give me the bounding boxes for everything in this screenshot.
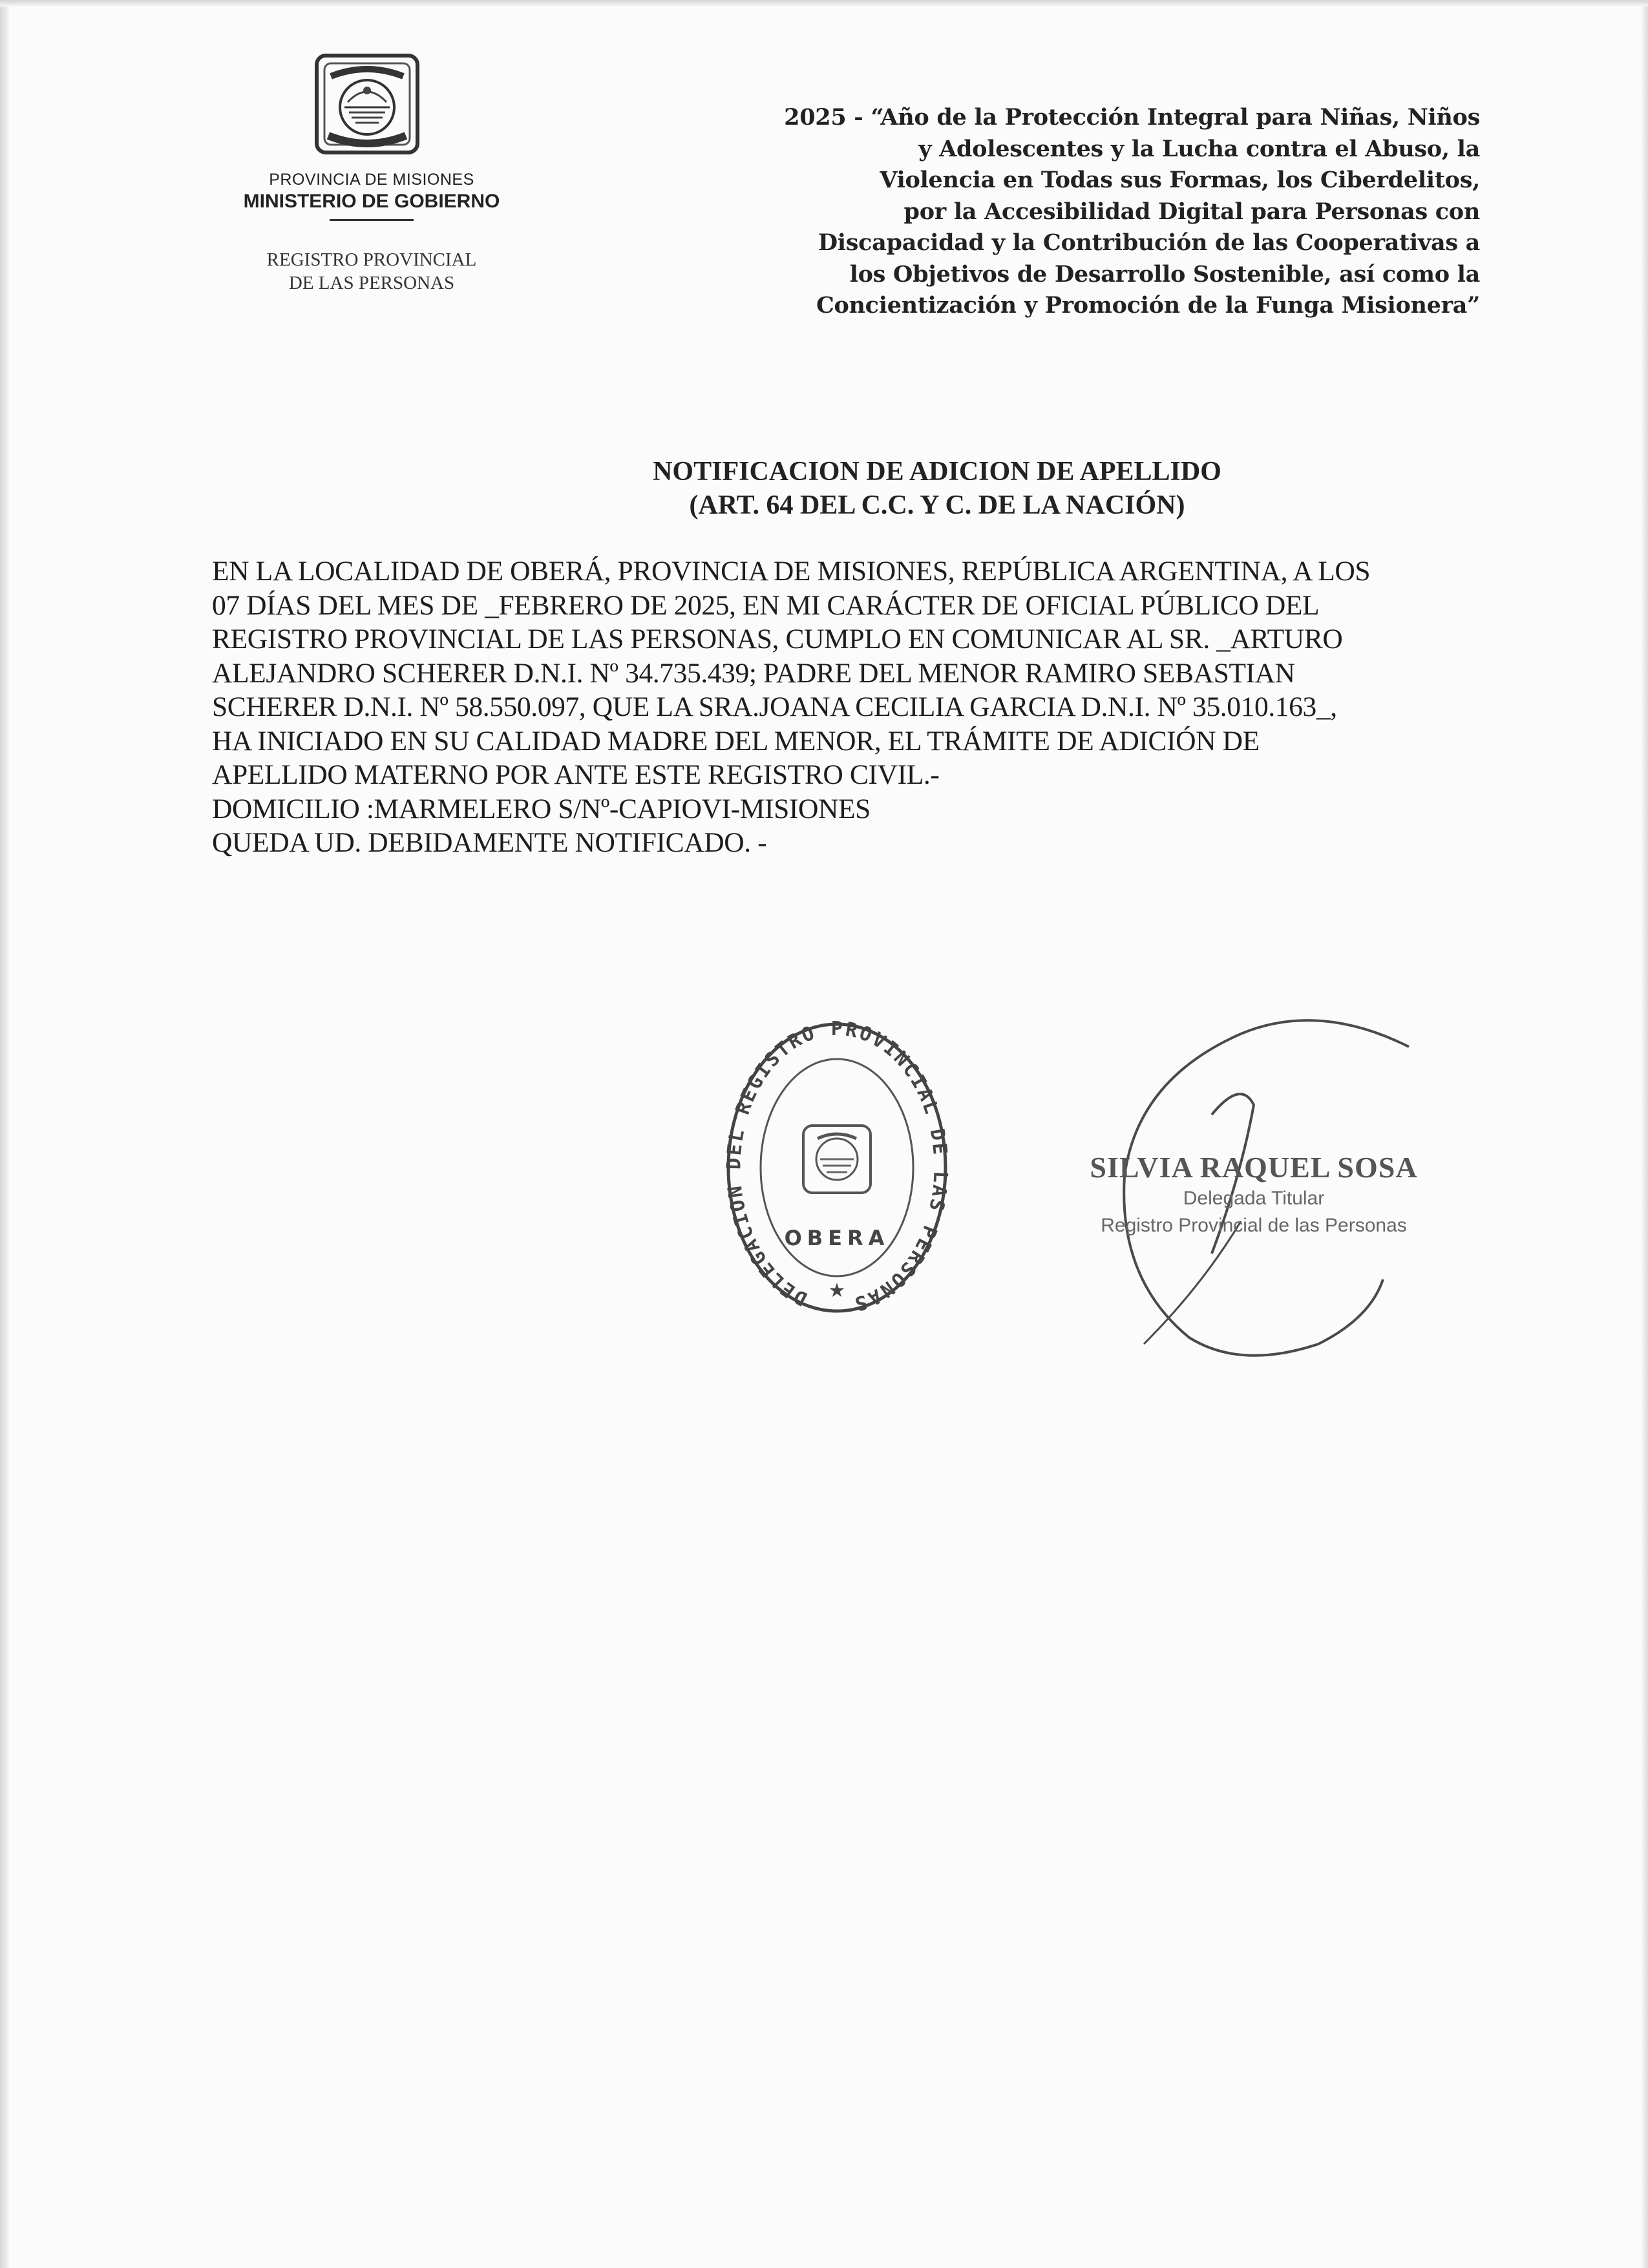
motto-line: y Adolescentes y la Lucha contra el Abuso, la bbox=[918, 135, 1480, 162]
title-line-2: (ART. 64 DEL C.C. Y C. DE LA NACIÓN) bbox=[689, 490, 1185, 520]
body-line: APELLIDO MATERNO POR ANTE ESTE REGISTRO CIVIL.- bbox=[212, 759, 940, 790]
body-line: DOMICILIO :MARMELERO S/Nº-CAPIOVI-MISIONES bbox=[212, 793, 871, 824]
province-name: PROVINCIA DE MISIONES bbox=[269, 171, 474, 189]
registry-seal-stamp bbox=[721, 1016, 953, 1319]
signatory-organization: Registro Provincial de las Personas bbox=[1101, 1215, 1407, 1236]
svg-text:★: ★ bbox=[828, 1280, 846, 1301]
registry-line-1: REGISTRO PROVINCIAL bbox=[266, 249, 477, 270]
signatory-name: SILVIA RAQUEL SOSA bbox=[1090, 1151, 1418, 1184]
body-line: HA INICIADO EN SU CALIDAD MADRE DEL MENOR, EL TRÁMITE DE ADICIÓN DE bbox=[212, 725, 1260, 757]
motto-line: Concientización y Promoción de la Funga Misionera” bbox=[816, 292, 1480, 319]
body-line: SCHERER D.N.I. Nº 58.550.097, QUE LA SRA.JOANA CECILIA GARCIA D.N.I. Nº 35.010.163_, bbox=[212, 691, 1337, 722]
ministry-name: MINISTERIO DE GOBIERNO bbox=[243, 191, 500, 212]
motto-line: Violencia en Todas sus Formas, los Ciberdelitos, bbox=[880, 167, 1480, 193]
notification-body bbox=[212, 554, 1511, 860]
motto-line: los Objetivos de Desarrollo Sostenible, así como la bbox=[849, 260, 1480, 288]
province-crest-icon bbox=[309, 50, 425, 160]
registry-block bbox=[233, 248, 511, 295]
year-motto bbox=[646, 102, 1480, 322]
svg-text:OBERA: OBERA bbox=[784, 1226, 890, 1250]
body-line: REGISTRO PROVINCIAL DE LAS PERSONAS, CUMPLO EN COMUNICAR AL SR. _ARTURO bbox=[212, 624, 1343, 655]
scan-edge-left bbox=[0, 0, 9, 2268]
svg-text:DELEGACION DEL REGISTRO PROVIN: DELEGACION DEL REGISTRO PROVINCIAL DE LAS PERSONAS bbox=[723, 1017, 952, 1316]
registry-line-2: DE LAS PERSONAS bbox=[288, 273, 455, 293]
scan-edge-top bbox=[0, 0, 1648, 6]
title-line-1: NOTIFICACION DE ADICION DE APELLIDO bbox=[653, 457, 1221, 487]
ministry-block bbox=[233, 171, 511, 221]
scan-edge-right bbox=[1642, 0, 1648, 2268]
seal-crest-icon bbox=[803, 1126, 871, 1193]
motto-line: 2025 - “Año de la Protección Integral para Niñas, Niños bbox=[784, 104, 1480, 131]
body-line: EN LA LOCALIDAD DE OBERÁ, PROVINCIA DE MISIONES, REPÚBLICA ARGENTINA, A LOS bbox=[212, 556, 1371, 587]
ministry-divider bbox=[330, 219, 414, 221]
document-title bbox=[388, 455, 1486, 522]
motto-line: Discapacidad y la Contribución de las Cooperativas a bbox=[818, 229, 1480, 256]
signatory-role: Delegada Titular bbox=[1183, 1188, 1325, 1209]
motto-line: por la Accesibilidad Digital para Personas con bbox=[903, 198, 1480, 225]
body-line: QUEDA UD. DEBIDAMENTE NOTIFICADO. - bbox=[212, 827, 767, 858]
body-line: ALEJANDRO SCHERER D.N.I. Nº 34.735.439; PADRE DEL MENOR RAMIRO SEBASTIAN bbox=[212, 657, 1295, 689]
body-line: 07 DÍAS DEL MES DE _FEBRERO DE 2025, EN MI CARÁCTER DE OFICIAL PÚBLICO DEL bbox=[212, 589, 1320, 621]
